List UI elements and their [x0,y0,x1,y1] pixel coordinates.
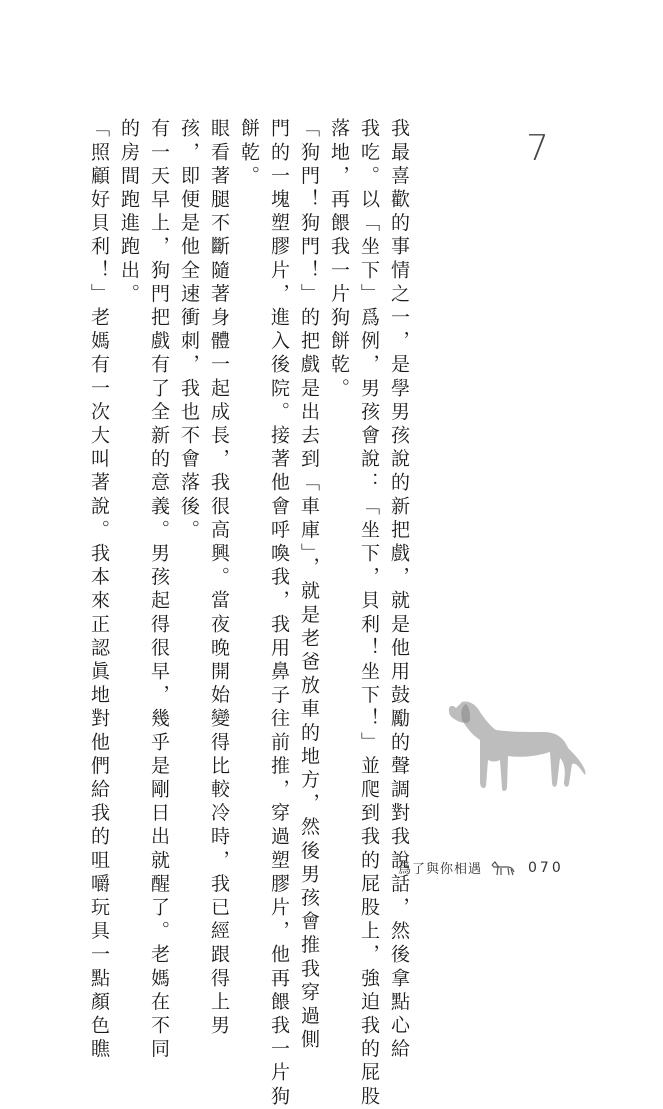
page-footer [398,858,564,877]
text-column-7: 眼看著腿不斷隨著身體一起成長，我很高興。當夜晚開始變得比較冷時，我已經跟得上男 [208,118,230,1039]
chapter-number: 7 [526,128,549,169]
text-column-4: 「狗門！狗門！」的把戲是出去到「車庫」，就是老爸放車的地方，然後男孩會推我穿過側 [298,118,320,1053]
text-column-11: 「照顧好貝利！」老媽有一次大叫著說。我本來正認眞地對他們給我的咀嚼玩具一點顏色瞧 [88,118,110,1062]
text-column-9: 有一天早上，狗門把戲有了全新的意義。男孩起得很早，幾乎是剛日出就醒了。老媽在不同 [148,118,170,1062]
text-column-1: 我最喜歡的事情之一，是學男孩說的新把戲，就是他用鼓勵的聲調對我說話，然後拿點心給 [388,118,410,1062]
text-column-3: 落地，再餵我一片狗餅乾。 [328,118,350,402]
text-column-10: 的房間跑進跑出。 [118,118,140,307]
running-title: 爲了與你相遇 [398,862,483,877]
text-column-5: 門的一塊塑膠片，進入後院。接著他會呼喚我，我用鼻子往前推，穿過塑膠片，他再餵我一片狗 [268,118,290,1109]
text-column-8: 孩，即便是他全速衝刺，我也不會落後。 [178,118,200,543]
page-number: 070 [528,859,564,876]
dog-silhouette-illustration [446,690,586,800]
text-column-2: 我吃。以「坐下」爲例，男孩會說：「坐下，貝利！坐下！」並爬到我的屁股上，強迫我的屁股 [358,118,380,1109]
dog-icon [490,859,516,877]
text-column-6: 餅乾。 [238,118,260,189]
